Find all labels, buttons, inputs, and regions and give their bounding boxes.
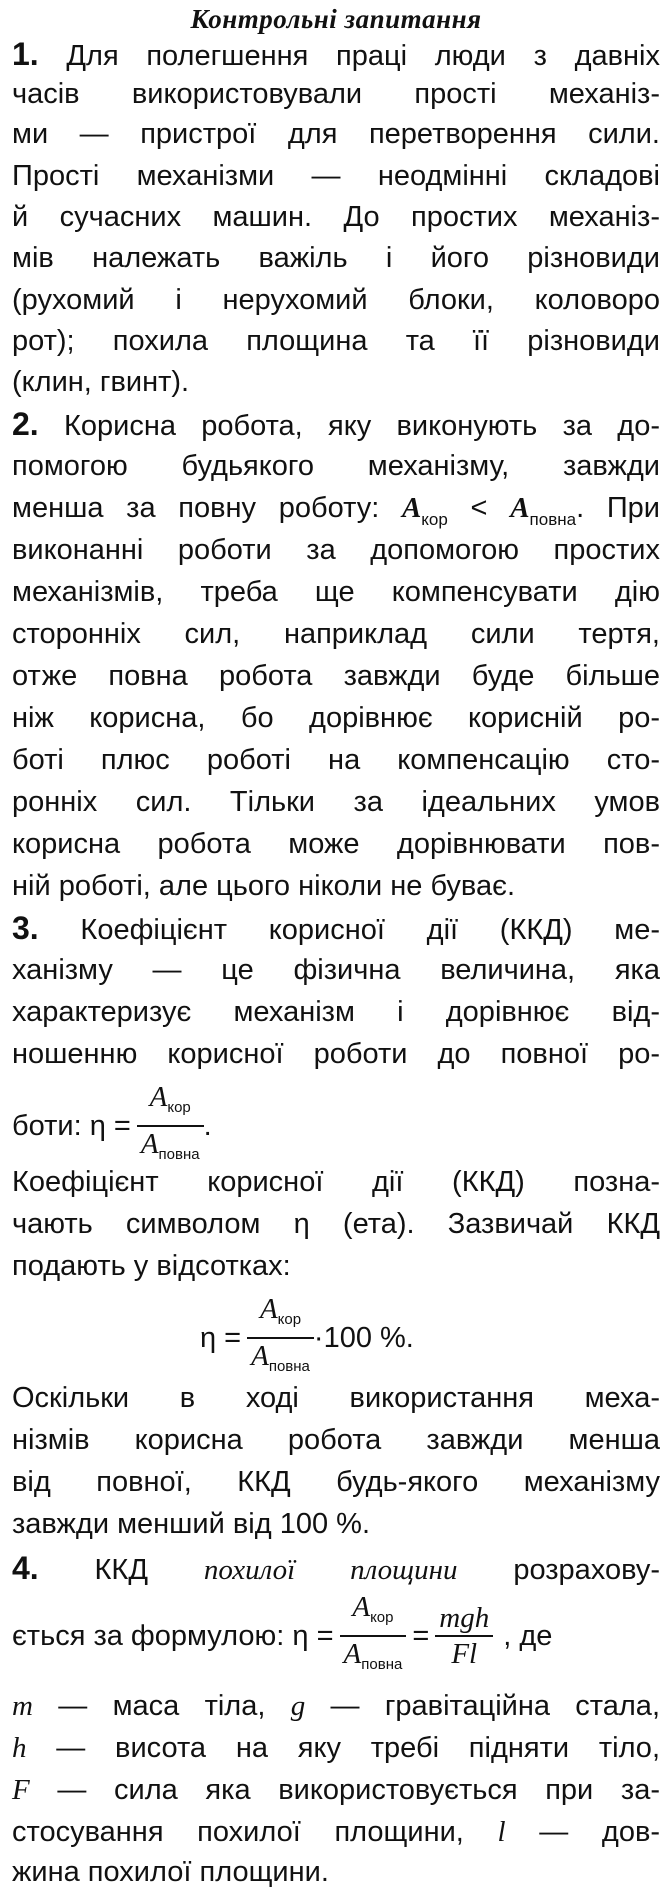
- incline-efficiency-formula: ється за формулою: η = $\frac{A_{кор}}{A_{повна}}$ = $\frac{\text{mgh}}{Fl}$ , де: [12, 1591, 553, 1673]
- q3-number: 3.: [12, 910, 39, 946]
- q2-line-7: отже повна робота завжди буде більше: [12, 660, 660, 692]
- q3-line-3: характеризує механізм і дорівнює від-: [12, 996, 660, 1028]
- q2-line-9: боті плюс роботі на компенсацію сто-: [12, 744, 660, 776]
- q3-line-4: ношенню корисної роботи до повної ро-: [12, 1038, 660, 1070]
- q1-line-8: рот); похила площина та її різновиди: [12, 325, 660, 357]
- q2-line-4: виконанні роботи за допомогою простих: [12, 534, 660, 566]
- q1-line-9: (клин, гвинт).: [12, 366, 190, 398]
- q2-line-3: менша за повну роботу: $A_{кор} < A_{повна}$. При: [12, 492, 660, 529]
- q4-line-5: стосування похилої площини, l — дов-: [12, 1816, 661, 1848]
- q3-line-1: 3. Коефіцієнт корисної дії (ККД) ме-: [12, 910, 660, 946]
- q4-line-4: F — сила яка використовується при за-: [12, 1774, 660, 1806]
- q2-line-1: 2. Корисна робота, яку виконують за до-: [12, 406, 660, 442]
- q3-line-5: Коефіцієнт корисної дії (ККД) позна-: [12, 1166, 660, 1198]
- q2-line-6: сторонніх сил, наприклад сили тертя,: [12, 618, 660, 650]
- q3-line-8: Оскільки в ході використання меха-: [12, 1382, 660, 1414]
- q2-line-12: ній роботі, але цього ніколи не буває.: [12, 870, 515, 902]
- q1-line-1: 1. Для полегшення праці люди з давніх: [12, 36, 660, 72]
- q2-line-8: ніж корисна, бо дорівнює корисній ро-: [12, 702, 660, 734]
- q1-line-3: ми — пристрої для перетворення сили.: [12, 118, 660, 150]
- q4-line-3: h — висота на яку требі підняти тіло,: [12, 1732, 660, 1764]
- q4-number: 4.: [12, 1550, 39, 1586]
- q2-line-11: корисна робота може дорівнювати пов-: [12, 828, 660, 860]
- efficiency-formula-1: боти: η = $\frac{A_{кор}}{A_{повна}}$ .: [12, 1081, 212, 1163]
- q1-line-5: й сучасних машин. До простих механіз-: [12, 201, 660, 233]
- q2-line-10: ронніх сил. Тільки за ідеальних умов: [12, 786, 660, 818]
- q3-line-11: завжди менший від 100 %.: [12, 1508, 370, 1540]
- q2-line-2: помогою будьякого механізму, завжди: [12, 450, 660, 482]
- q3-line-2: ханізму — це фізична величина, яка: [12, 954, 660, 986]
- q2-number: 2.: [12, 406, 39, 442]
- q3-line-9: нізмів корисна робота завжди менша: [12, 1424, 660, 1456]
- q3-line-10: від повної, ККД будь-якого механізму: [12, 1466, 660, 1498]
- q4-line-2: m — маса тіла, g — гравітаційна стала,: [12, 1690, 660, 1722]
- q1-line-4: Прості механізми — неодмінні складові: [12, 160, 660, 192]
- q1-line-7: (рухомий і нерухомий блоки, коловоро: [12, 284, 660, 316]
- q4-line-1: 4. ККД похилої площини розрахову-: [12, 1550, 661, 1586]
- efficiency-formula-2: η = $\frac{A_{кор}}{A_{повна}}$ ·100 %.: [200, 1293, 414, 1375]
- page-title: Контрольні запитання: [190, 4, 482, 34]
- q3-line-6: чають символом η (ета). Зазвичай ККД: [12, 1208, 660, 1240]
- q1-line-6: мів належать важіль і його різновиди: [12, 242, 660, 274]
- q1-line-2: часів використовували прості механіз-: [12, 78, 660, 110]
- q2-line-5: механізмів, треба ще компенсувати дію: [12, 576, 660, 608]
- q1-number: 1.: [12, 36, 39, 72]
- q4-line-6: жина похилої площини.: [12, 1856, 329, 1888]
- q3-line-7: подають у відсотках:: [12, 1250, 291, 1282]
